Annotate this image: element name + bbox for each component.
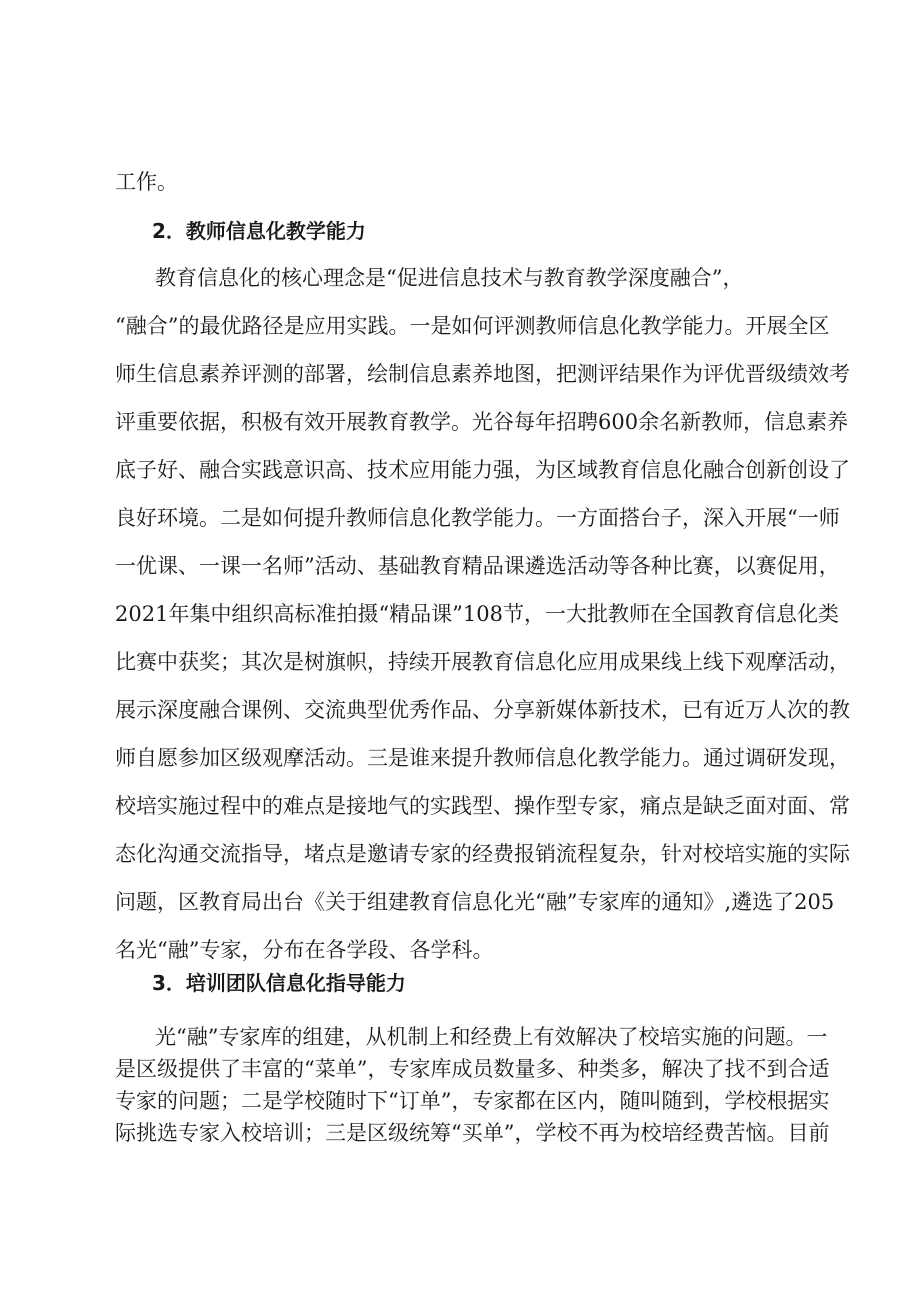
paragraph-line: 光“融”专家库的组建，从机制上和经费上有效解决了校培实施的问题。一 <box>155 1025 828 1049</box>
paragraph-line: 名光“融”专家，分布在各学段、各学科。 <box>115 938 494 962</box>
paragraph-line: 是区级提供了丰富的“菜单”，专家库成员数量多、种类多，解决了找不到合适 <box>115 1057 830 1081</box>
paragraph-line: 一优课、一课一名师”活动、基础教育精品课遴选活动等各种比赛，以赛促用， <box>115 554 840 578</box>
paragraph-line: 校培实施过程中的难点是接地气的实践型、操作型专家，痛点是缺乏面对面、常 <box>115 794 850 818</box>
paragraph-line: 教育信息化的核心理念是“促进信息技术与教育教学深度融合”， <box>155 266 744 290</box>
paragraph-line: 态化沟通交流指导，堵点是邀请专家的经费报销流程复杂，针对校培实施的实际 <box>115 842 850 866</box>
paragraph-line: 问题，区教育局出台《关于组建教育信息化光“融”专家库的通知》,遴选了205 <box>115 890 835 914</box>
carry-over-line: 工作。 <box>115 170 178 194</box>
paragraph-line: 底子好、融合实践意识高、技术应用能力强，为区域教育信息化融合创新创设了 <box>115 458 850 482</box>
paragraph-line: 2021年集中组织高标准拍摄“精品课”108节，一大批教师在全国教育信息化类 <box>115 602 839 626</box>
paragraph-line: 良好环境。二是如何提升教师信息化教学能力。一方面搭台子，深入开展“一师 <box>115 506 840 530</box>
paragraph-line: 评重要依据，积极有效开展教育教学。光谷每年招聘600余名新教师，信息素养 <box>115 410 849 434</box>
paragraph-line: 展示深度融合课例、交流典型优秀作品、分享新媒体新技术，已有近万人次的教 <box>115 698 850 722</box>
section-3-heading: 3．培训团队信息化指导能力 <box>152 971 406 995</box>
paragraph-line: 师自愿参加区级观摩活动。三是谁来提升教师信息化教学能力。通过调研发现， <box>115 746 850 770</box>
paragraph-line: “融合”的最优路径是应用实践。一是如何评测教师信息化教学能力。开展全区 <box>115 314 830 338</box>
paragraph-line: 师生信息素养评测的部署，绘制信息素养地图，把测评结果作为评优晋级绩效考 <box>115 362 850 386</box>
paragraph-line: 际挑选专家入校培训；三是区级统筹“买单”，学校不再为校培经费苦恼。目前 <box>115 1121 830 1145</box>
paragraph-line: 比赛中获奖；其次是树旗帜，持续开展教育信息化应用成果线上线下观摩活动， <box>115 650 850 674</box>
paragraph-line: 专家的问题；二是学校随时下“订单”，专家都在区内，随叫随到，学校根据实 <box>115 1089 830 1113</box>
section-2-heading: 2．教师信息化教学能力 <box>152 219 366 243</box>
